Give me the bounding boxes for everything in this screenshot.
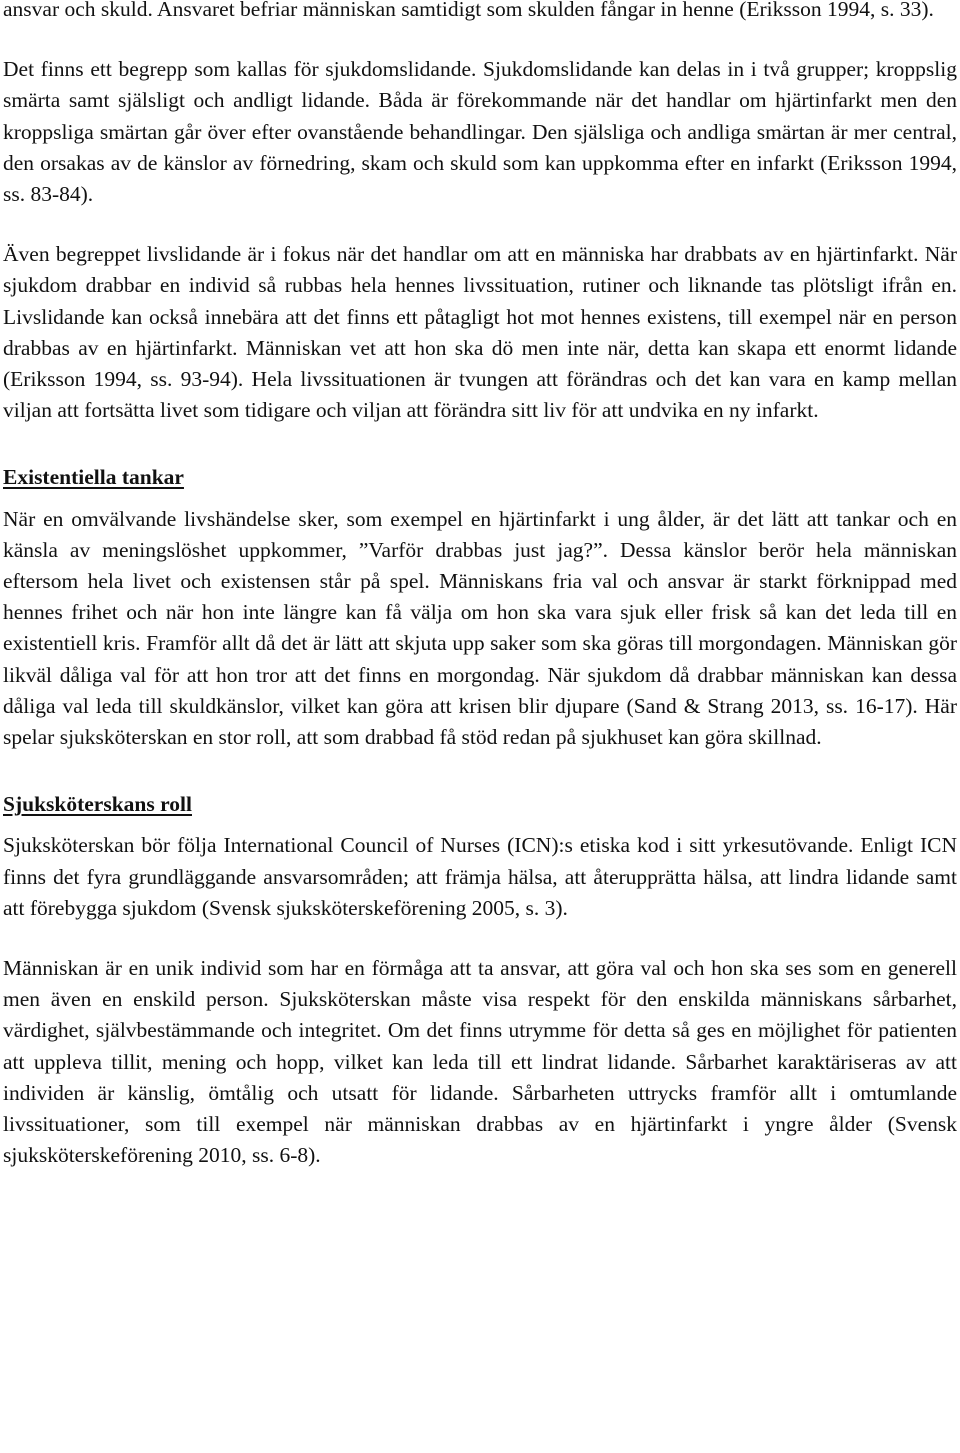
body-paragraph: När en omvälvande livshändelse sker, som exempel en hjärtinfarkt i ung ålder, är det lätt att tankar och en känsla av meningslöshet uppkommer, ”Varför drabbas just jag?”. Dessa känslor berör hela människan eftersom hela livet och existensen står på spel. Människans fria val och ansvar är starkt förknippad med hennes frihet och när hon inte längre kan få välja om hon ska vara sjuk eller frisk så kan det leda till en existentiell kris. Framför allt då det är lätt att skjuta upp saker som ska göras till morgondagen. Människan gör likväl dåliga val för att hon tror att det finns en morgondag. När sjukdom då drabbar människan kan dessa dåliga val leda till skuldkänslor, vilket kan göra att krisen blir djupare (Sand & Strang 2013, ss. 16-17). Här spelar sjuksköterskan en stor roll, att som drabbad få stöd redan på sjukhuset kan göra skillnad. [3, 506, 957, 750]
body-paragraph: Sjuksköterskan bör följa International Council of Nurses (ICN):s etiska kod i sitt yrkesutövande. Enligt ICN finns det fyra grundläggande ansvarsområden; att främja hälsa, att återupprätta hälsa, att lindra lidande samt att förebygga sjukdom (Svensk sjuksköterskeförening 2005, s. 3). [3, 833, 957, 920]
section-heading: Sjuksköterskans roll [3, 792, 192, 817]
body-paragraph: ansvar och skuld. Ansvaret befriar människan samtidigt som skulden fångar in henne (Eriksson 1994, s. 33). [3, 0, 934, 21]
document-page [3, 0, 957, 1172]
section-heading: Existentiella tankar [3, 465, 184, 490]
body-paragraph: Människan är en unik individ som har en förmåga att ta ansvar, att göra val och hon ska ses som en generell men även en enskild person. Sjuksköterskan måste visa respekt för den enskilda människans sårbarhet, värdighet, självbestämmande och integritet. Om det finns utrymme för detta så ges en möjlighet för patienten att uppleva tillit, mening och hopp, vilket kan leda till ett lindrat lidande. Sårbarhet karaktäriseras av att individen är känslig, ömtålig och utsatt för lidande. Sårbarheten uttrycks framför allt i omtumlande livssituationer, som till exempel när människan drabbas av en hjärtinfarkt i yngre ålder (Svensk sjuksköterskeförening 2010, ss. 6-8). [3, 956, 957, 1168]
body-paragraph: Det finns ett begrepp som kallas för sjukdomslidande. Sjukdomslidande kan delas in i två grupper; kroppslig smärta samt själsligt och andligt lidande. Båda är förekommande när det handlar om hjärtinfarkt men den kroppsliga smärtan går över efter ovanstående behandlingar. Den själsliga och andliga smärtan är mer central, den orsakas av de känslor av förnedring, skam och skuld som kan uppkomma efter en infarkt (Eriksson 1994, ss. 83-84). [3, 57, 957, 207]
body-paragraph: Även begreppet livslidande är i fokus när det handlar om att en människa har drabbats av en hjärtinfarkt. När sjukdom drabbar en individ så rubbas hela hennes livssituation, rutiner och liknande tas plötsligt ifrån en. Livslidande kan också innebära att det finns ett påtagligt hot mot hennes existens, till exempel när en person drabbas av en hjärtinfarkt. Människan vet att hon ska dö men inte när, detta kan skapa ett enormt lidande (Eriksson 1994, ss. 93-94). Hela livssituationen är tvungen att förändras och det kan vara en kamp mellan viljan att fortsätta livet som tidigare och viljan att förändra sitt liv för att undvika en ny infarkt. [3, 242, 957, 423]
